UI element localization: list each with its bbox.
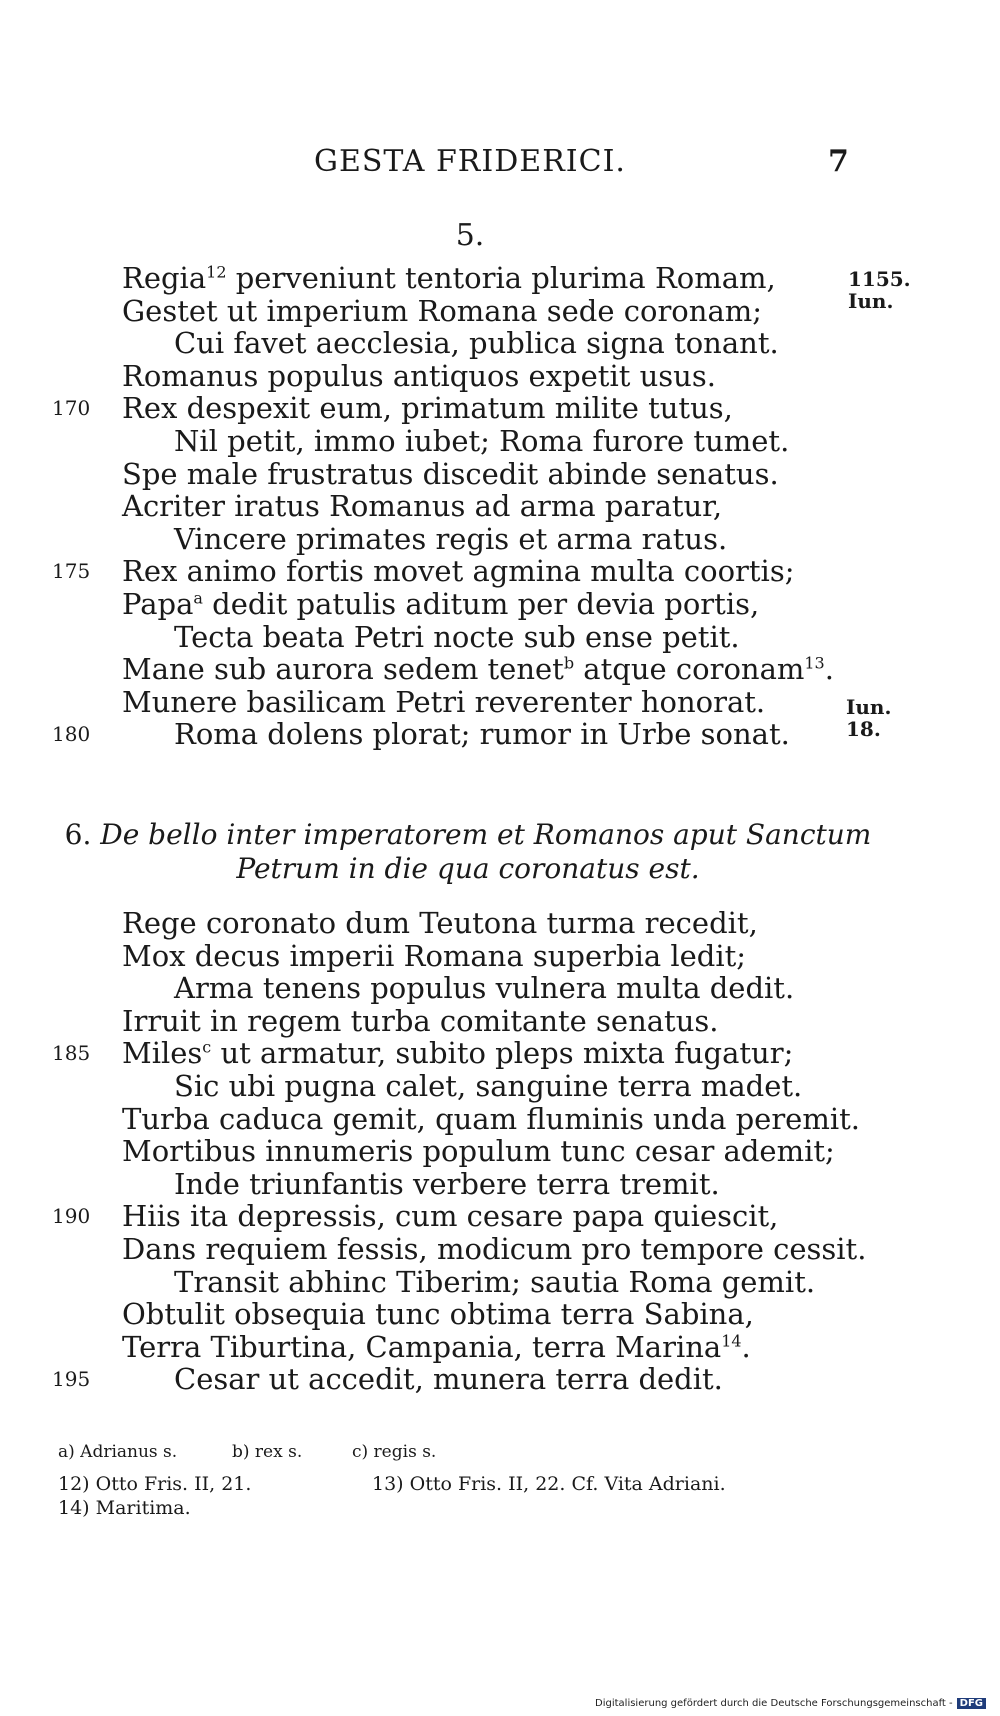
verse-text: Mox decus imperii Romana superbia ledit; <box>122 938 747 973</box>
dfg-logo: DFG <box>957 1698 986 1709</box>
verse-text: Romanus populus antiquos expetit usus. <box>122 358 716 393</box>
verse-line <box>122 1102 860 1136</box>
verse-text: Hiis ita depressis, cum cesare papa quiescit, <box>122 1199 779 1234</box>
footnote-marker: 13 <box>804 653 825 673</box>
margin-date-2 <box>846 696 891 740</box>
verse-text: dedit patulis aditum per devia portis, <box>202 587 760 621</box>
verse-text: atque coronam <box>574 652 805 687</box>
verse-text: Inde triunfantis verbere terra tremit. <box>174 1166 720 1201</box>
verse-text: Vincere primates regis et arma ratus. <box>174 521 728 556</box>
verse-text: Tecta beata Petri nocte sub ense petit. <box>174 619 740 654</box>
verse-text: Turba caduca gemit, quam fluminis unda peremit. <box>122 1101 860 1136</box>
verse-line <box>122 1199 778 1233</box>
verse-line <box>122 1036 793 1070</box>
section-6-heading-cont <box>0 852 968 886</box>
line-number: 195 <box>52 1367 91 1392</box>
verse-line <box>174 522 727 556</box>
verse-text: Regia <box>122 261 207 295</box>
verse-line <box>174 1069 802 1103</box>
variant-note-b: b) rex s. <box>232 1442 303 1462</box>
verse-line <box>174 1167 720 1201</box>
verse-line <box>122 1004 718 1038</box>
verse-text: . <box>741 1329 751 1364</box>
footnote-marker: 14 <box>721 1331 742 1351</box>
verse-text: Spe male frustratus discedit abinde senatus. <box>122 456 779 491</box>
verse-text: Cesar ut accedit, munera terra dedit. <box>174 1362 723 1397</box>
verse-line <box>174 971 794 1005</box>
digitization-credit <box>595 1698 986 1709</box>
verse-text: . <box>824 652 834 687</box>
margin-date-year: 1155. <box>848 267 911 291</box>
verse-text: Gestet ut imperium Romana sede coronam; <box>122 293 762 328</box>
verse-line <box>122 1134 835 1168</box>
running-title: GESTA FRIDERICI. <box>314 144 626 179</box>
verse-line <box>174 620 740 654</box>
credit-text: Digitalisierung gefördert durch die Deutsche Forschungsgemeinschaft - <box>595 1698 953 1709</box>
verse-text: Sic ubi pugna calet, sanguine terra madet. <box>174 1069 803 1103</box>
page-number: 7 <box>828 144 849 179</box>
line-number: 170 <box>52 396 91 421</box>
footnote-marker: 12 <box>206 262 227 282</box>
section-6-heading <box>0 818 968 852</box>
verse-line <box>122 261 776 295</box>
verse-text: Mane sub aurora sedem tenet <box>122 652 564 687</box>
verse-text: Roma dolens plorat; rumor in Urbe sonat. <box>174 717 790 752</box>
verse-text: Terra Tiburtina, Campania, terra Marina <box>122 1329 722 1364</box>
verse-text: Nil petit, immo iubet; Roma furore tumet. <box>174 424 790 458</box>
margin-date-day: 18. <box>846 717 881 741</box>
verse-line <box>174 424 789 458</box>
line-number: 185 <box>52 1041 91 1066</box>
margin-date-1 <box>848 268 911 312</box>
variant-note-a: a) Adrianus s. <box>58 1442 178 1462</box>
verse-text: perveniunt tentoria plurima Romam, <box>226 261 776 295</box>
verse-line <box>122 554 794 588</box>
variant-note-c: c) regis s. <box>352 1442 437 1462</box>
footnote-marker: c <box>202 1037 212 1057</box>
verse-line <box>122 652 834 686</box>
footnote-marker: b <box>563 653 575 673</box>
verse-line <box>122 294 762 328</box>
verse-text: Papa <box>122 587 194 621</box>
verse-line <box>122 1297 754 1331</box>
verse-text: Rex animo fortis movet agmina multa coortis; <box>122 554 795 589</box>
verse-line <box>122 457 779 491</box>
verse-text: Munere basilicam Petri reverenter honorat. <box>122 684 766 719</box>
margin-date-month: Iun. <box>848 289 894 313</box>
verse-text: Acriter iratus Romanus ad arma paratur, <box>122 489 723 524</box>
verse-text: Cui favet aecclesia, publica signa tonant. <box>174 326 779 361</box>
footnote-marker: a <box>193 588 203 608</box>
verse-text: Arma tenens populus vulnera multa dedit. <box>174 971 795 1006</box>
verse-line <box>122 1232 866 1266</box>
verse-text: Mortibus innumeris populum tunc cesar ademit; <box>122 1134 835 1169</box>
verse-line <box>174 717 790 751</box>
verse-line <box>122 1330 751 1364</box>
verse-text: Transit abhinc Tiberim; sautia Roma gemit. <box>174 1264 816 1299</box>
verse-text: Rege coronato dum Teutona turma recedit, <box>122 906 758 940</box>
line-number: 180 <box>52 722 91 747</box>
verse-text: Dans requiem fessis, modicum pro tempore cessit. <box>122 1232 867 1266</box>
heading-line-1: De bello inter imperatorem et Romanos aput Sanctum <box>100 818 872 851</box>
verse-line <box>174 1265 815 1299</box>
verse-line <box>122 489 722 523</box>
verse-text: ut armatur, subito pleps mixta fugatur; <box>211 1036 794 1071</box>
line-number: 175 <box>52 559 91 584</box>
heading-line-2: Petrum in die qua coronatus est. <box>236 852 700 885</box>
footnote-13: 13) Otto Fris. II, 22. Cf. Vita Adriani. <box>372 1473 726 1495</box>
verse-line <box>122 359 716 393</box>
verse-line <box>122 587 759 621</box>
verse-text: Obtulit obsequia tunc obtima terra Sabina, <box>122 1297 754 1332</box>
verse-text: Rex despexit eum, primatum milite tutus, <box>122 391 733 426</box>
verse-line <box>122 939 746 973</box>
section-number-5: 5. <box>455 218 485 253</box>
verse-line <box>174 1362 723 1396</box>
verse-line <box>122 685 765 719</box>
verse-text: Miles <box>122 1036 203 1071</box>
footnote-12: 12) Otto Fris. II, 21. <box>58 1473 252 1495</box>
margin-date-month: Iun. <box>846 695 892 719</box>
line-number: 190 <box>52 1204 91 1229</box>
verse-text: Irruit in regem turba comitante senatus. <box>122 1003 719 1038</box>
verse-line <box>122 391 733 425</box>
verse-line <box>174 326 779 360</box>
footnote-14: 14) Maritima. <box>58 1497 191 1519</box>
verse-line <box>122 906 758 940</box>
section-number-6: 6. <box>64 818 92 851</box>
